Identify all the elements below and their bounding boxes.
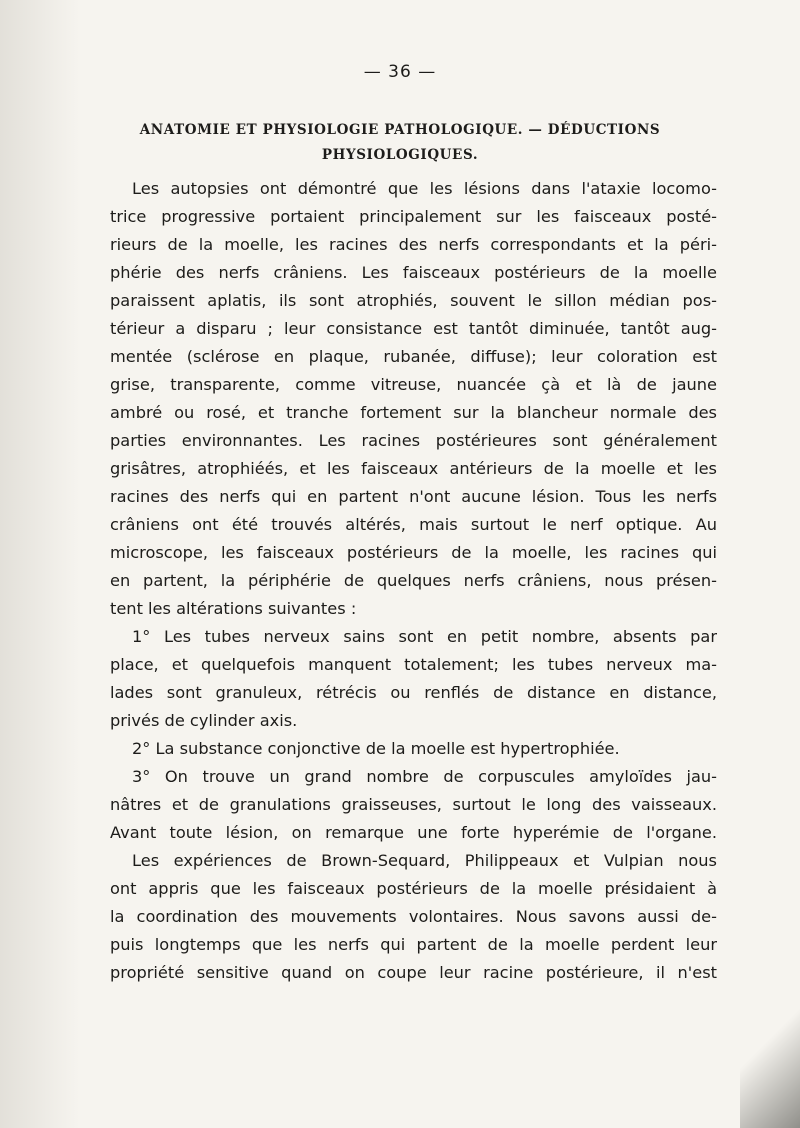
section-heading [60, 118, 740, 168]
text-line: racines des nerfs qui en partent n'ont aucune lésion. Tous les nerfs [110, 487, 717, 506]
text-line: 2° La substance conjonctive de la moelle est hypertrophiée. [132, 739, 620, 758]
text-line: rieurs de la moelle, les racines des nerfs correspondants et la péri- [110, 235, 717, 254]
text-line: parties environnantes. Les racines postérieures sont généralement [110, 431, 717, 450]
text-line: la coordination des mouvements volontaires. Nous savons aussi de- [110, 907, 717, 926]
text-line: crâniens ont été trouvés altérés, mais surtout le nerf optique. Au [110, 515, 717, 534]
text-line: puis longtemps que les nerfs qui partent de la moelle perdent leur [110, 935, 717, 954]
text-line: grisâtres, atrophiéés, et les faisceaux antérieurs de la moelle et les [110, 459, 717, 478]
text-line: 1° Les tubes nerveux sains sont en petit nombre, absents par [132, 627, 717, 646]
text-line: 3° On trouve un grand nombre de corpuscules amyloïdes jau- [132, 767, 717, 786]
text-line: place, et quelquefois manquent totalement; les tubes nerveux ma- [110, 655, 717, 674]
text-line: tent les altérations suivantes : [110, 599, 357, 618]
scan-shadow-left [0, 0, 80, 1128]
text-line: lades sont granuleux, rétrécis ou renflés de distance en distance, [110, 683, 717, 702]
text-line: microscope, les faisceaux postérieurs de la moelle, les racines qui [110, 543, 717, 562]
page-number: — 36 — [363, 62, 437, 82]
text-line: ont appris que les faisceaux postérieurs de la moelle présidaient à [110, 879, 717, 898]
text-line: mentée (sclérose en plaque, rubanée, diffuse); leur coloration est [110, 347, 717, 366]
text-line: nâtres et de granulations graisseuses, surtout le long des vaisseaux. [110, 795, 717, 814]
text-line: privés de cylinder axis. [110, 711, 298, 730]
body-text [110, 175, 717, 987]
text-line: grise, transparente, comme vitreuse, nuancée çà et là de jaune [110, 375, 717, 394]
section-heading-line: ANATOMIE ET PHYSIOLOGIE PATHOLOGIQUE. — DÉDUCTIONS [139, 122, 661, 138]
text-line: propriété sensitive quand on coupe leur racine postérieure, il n'est [110, 963, 717, 982]
scan-shadow-corner [740, 988, 800, 1128]
text-line: phérie des nerfs crâniens. Les faisceaux postérieurs de la moelle [110, 263, 717, 282]
text-line: Les expériences de Brown-Sequard, Philippeaux et Vulpian nous [132, 851, 717, 870]
text-line: Avant toute lésion, on remarque une forte hyperémie de l'organe. [110, 823, 717, 842]
text-line: ambré ou rosé, et tranche fortement sur la blancheur normale des [110, 403, 717, 422]
section-heading-line: PHYSIOLOGIQUES. [321, 147, 479, 163]
text-line: en partent, la périphérie de quelques nerfs crâniens, nous présen- [110, 571, 717, 590]
text-line: trice progressive portaient principalement sur les faisceaux posté- [110, 207, 717, 226]
text-line: paraissent aplatis, ils sont atrophiés, souvent le sillon médian pos- [110, 291, 717, 310]
text-line: térieur a disparu ; leur consistance est tantôt diminuée, tantôt aug- [110, 319, 717, 338]
text-line: Les autopsies ont démontré que les lésions dans l'ataxie locomo- [132, 179, 717, 198]
